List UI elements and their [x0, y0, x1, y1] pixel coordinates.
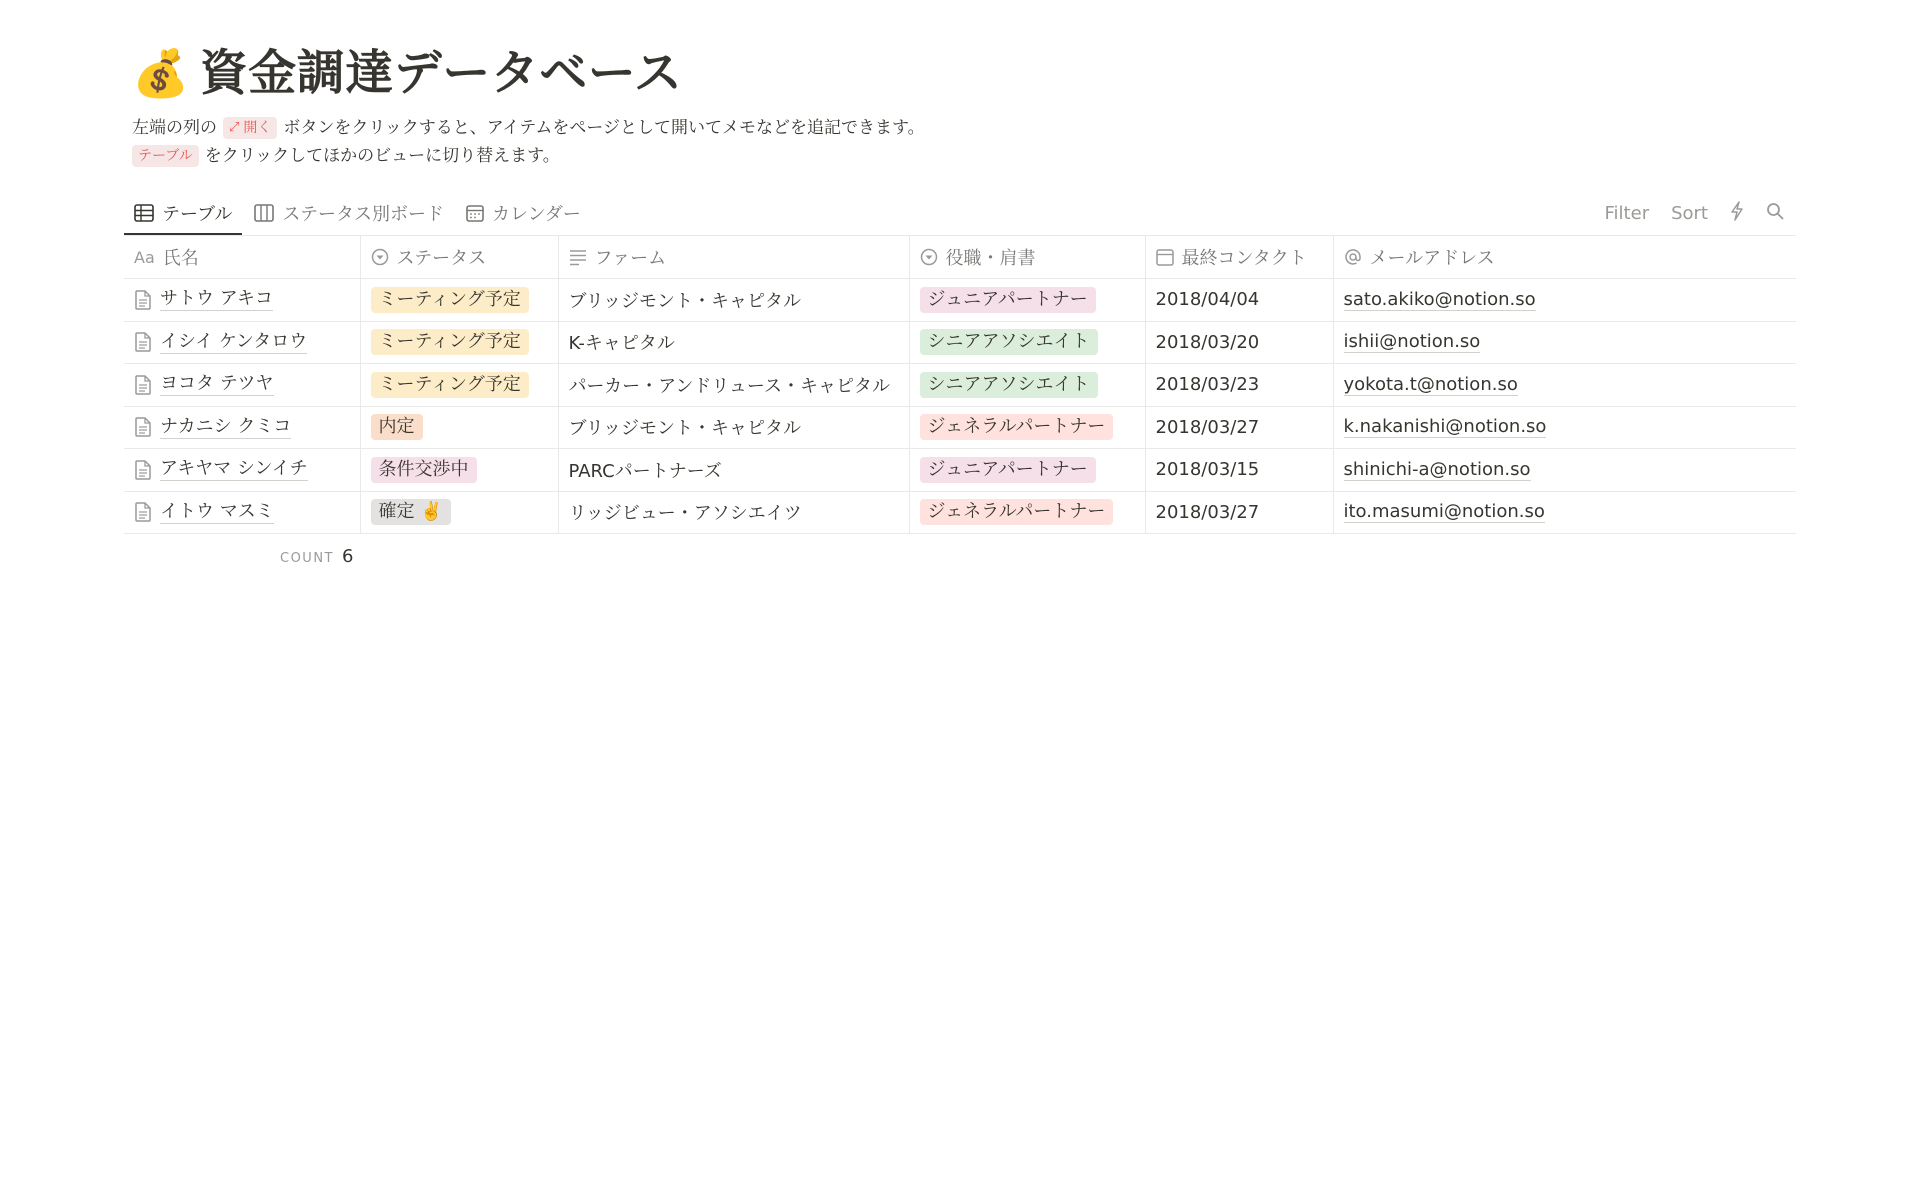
- name-cell[interactable]: [124, 321, 360, 364]
- date-cell[interactable]: 2018/03/20: [1145, 321, 1333, 364]
- role-tag: ジェネラルパートナー: [920, 414, 1114, 440]
- status-cell[interactable]: [360, 364, 558, 407]
- name-cell[interactable]: [124, 279, 360, 322]
- column-label: 氏名: [162, 248, 199, 269]
- firm-cell[interactable]: リッジビュー・アソシエイツ: [558, 491, 909, 534]
- open-chip: [223, 117, 277, 139]
- firm-cell[interactable]: PARCパートナーズ: [558, 449, 909, 492]
- database-table: [124, 236, 1796, 534]
- column-label: ファーム: [594, 248, 667, 269]
- name-text: アキヤマ シンイチ: [160, 458, 308, 480]
- status-tag: 条件交渉中: [371, 457, 477, 483]
- view-tabs: [124, 192, 593, 235]
- column-label: ステータス: [396, 248, 487, 269]
- email-link[interactable]: k.nakanishi@notion.so: [1343, 416, 1547, 438]
- role-cell[interactable]: [909, 279, 1145, 322]
- status-tag: ミーティング予定: [371, 372, 529, 398]
- date-cell[interactable]: 2018/03/15: [1145, 449, 1333, 492]
- page-icon: [134, 375, 152, 395]
- title-property-icon: Aa: [134, 247, 155, 267]
- status-cell[interactable]: [360, 449, 558, 492]
- page-title: [124, 42, 1796, 104]
- date-cell[interactable]: 2018/03/27: [1145, 406, 1333, 449]
- role-tag: ジェネラルパートナー: [920, 499, 1114, 525]
- status-cell[interactable]: [360, 406, 558, 449]
- role-cell[interactable]: [909, 449, 1145, 492]
- description-line-1: [132, 114, 1796, 142]
- name-text: イシイ ケンタロウ: [160, 330, 308, 352]
- column-header-name[interactable]: [124, 236, 360, 279]
- table-row[interactable]: [124, 279, 1796, 322]
- search-icon[interactable]: [1766, 202, 1784, 225]
- description-line-2: [132, 142, 1796, 170]
- firm-cell[interactable]: ブリッジモント・キャピタル: [558, 406, 909, 449]
- table-header-row: [124, 236, 1796, 279]
- tab-label: テーブル: [162, 203, 233, 225]
- email-link[interactable]: sato.akiko@notion.so: [1343, 288, 1536, 310]
- table-icon: [134, 204, 154, 222]
- table-chip: テーブル: [132, 145, 199, 167]
- email-cell[interactable]: [1333, 491, 1796, 534]
- table-row[interactable]: [124, 321, 1796, 364]
- column-header-firm[interactable]: [558, 236, 909, 279]
- column-label: メールアドレス: [1369, 248, 1495, 269]
- tab-table[interactable]: [124, 192, 242, 235]
- name-text: ヨコタ テツヤ: [160, 373, 274, 395]
- table-row[interactable]: [124, 364, 1796, 407]
- count-label: COUNT: [280, 551, 334, 566]
- at-icon: [1344, 248, 1362, 266]
- status-tag: 内定: [371, 414, 423, 440]
- column-label: 最終コンタクト: [1181, 248, 1307, 269]
- open-chip-label: 開く: [243, 120, 272, 136]
- role-cell[interactable]: [909, 491, 1145, 534]
- filter-button[interactable]: Filter: [1604, 203, 1650, 224]
- email-cell[interactable]: [1333, 449, 1796, 492]
- email-link[interactable]: yokota.t@notion.so: [1343, 373, 1518, 395]
- table-row[interactable]: [124, 449, 1796, 492]
- tab-label: カレンダー: [492, 203, 581, 225]
- name-text: ナカニシ クミコ: [160, 415, 292, 437]
- tab-label: ステータス別ボード: [282, 203, 445, 225]
- status-tag: ミーティング予定: [371, 287, 529, 313]
- name-text: サトウ アキコ: [160, 288, 274, 310]
- date-cell[interactable]: 2018/04/04: [1145, 279, 1333, 322]
- email-cell[interactable]: [1333, 406, 1796, 449]
- sort-button[interactable]: Sort: [1671, 203, 1708, 224]
- column-header-last-contact[interactable]: [1145, 236, 1333, 279]
- status-tag: ミーティング予定: [371, 329, 529, 355]
- role-cell[interactable]: [909, 321, 1145, 364]
- column-header-status[interactable]: [360, 236, 558, 279]
- email-cell[interactable]: [1333, 321, 1796, 364]
- view-bar: [124, 192, 1796, 236]
- name-text: イトウ マスミ: [160, 500, 274, 522]
- email-cell[interactable]: [1333, 279, 1796, 322]
- select-icon: [371, 248, 389, 266]
- name-cell[interactable]: [124, 491, 360, 534]
- role-tag: ジュニアパートナー: [920, 457, 1096, 483]
- column-header-email[interactable]: [1333, 236, 1796, 279]
- table-row[interactable]: [124, 406, 1796, 449]
- name-cell[interactable]: [124, 449, 360, 492]
- column-label: 役職・肩書: [945, 248, 1036, 269]
- automation-icon[interactable]: [1730, 201, 1744, 226]
- page-icon: [134, 502, 152, 522]
- status-cell[interactable]: [360, 491, 558, 534]
- board-icon: [254, 204, 274, 222]
- email-cell[interactable]: [1333, 364, 1796, 407]
- page-icon: [134, 332, 152, 352]
- date-icon: [1156, 248, 1174, 266]
- page-icon: [134, 417, 152, 437]
- page-title-text[interactable]: 資金調達データベース: [199, 45, 683, 101]
- table-row[interactable]: [124, 491, 1796, 534]
- firm-cell[interactable]: パーカー・アンドリュース・キャピタル: [558, 364, 909, 407]
- page-icon: [134, 460, 152, 480]
- role-cell[interactable]: [909, 364, 1145, 407]
- email-link[interactable]: ito.masumi@notion.so: [1343, 501, 1545, 523]
- page-description: [124, 114, 1796, 170]
- money-bag-icon[interactable]: 💰: [132, 46, 190, 100]
- firm-cell[interactable]: ブリッジモント・キャピタル: [558, 279, 909, 322]
- role-tag: シニアアソシエイト: [920, 329, 1098, 355]
- page-icon: [134, 290, 152, 310]
- name-cell[interactable]: [124, 406, 360, 449]
- view-tools: [1605, 201, 1796, 226]
- description-text: 左端の列の: [132, 118, 217, 138]
- expand-icon: ⤢: [229, 120, 240, 135]
- status-cell[interactable]: [360, 321, 558, 364]
- text-icon: [569, 248, 587, 266]
- table-footer-count[interactable]: [124, 546, 1796, 567]
- email-link[interactable]: ishii@notion.so: [1343, 331, 1481, 353]
- email-link[interactable]: shinichi-a@notion.so: [1343, 458, 1531, 480]
- status-tag: 確定 ✌️: [371, 499, 451, 525]
- column-header-role[interactable]: [909, 236, 1145, 279]
- select-icon: [920, 248, 938, 266]
- count-value: 6: [342, 546, 354, 567]
- date-cell[interactable]: 2018/03/23: [1145, 364, 1333, 407]
- status-cell[interactable]: [360, 279, 558, 322]
- description-text: をクリックしてほかのビューに切り替えます。: [204, 146, 560, 166]
- role-tag: ジュニアパートナー: [920, 287, 1096, 313]
- tab-calendar[interactable]: [456, 192, 591, 235]
- role-cell[interactable]: [909, 406, 1145, 449]
- name-cell[interactable]: [124, 364, 360, 407]
- page-header: [124, 0, 1796, 170]
- firm-cell[interactable]: K-キャピタル: [558, 321, 909, 364]
- calendar-icon: [466, 204, 484, 222]
- role-tag: シニアアソシエイト: [920, 372, 1098, 398]
- date-cell[interactable]: 2018/03/27: [1145, 491, 1333, 534]
- tab-status-board[interactable]: [244, 192, 454, 235]
- description-text: ボタンをクリックすると、アイテムをページとして開いてメモなどを追記できます。: [283, 118, 925, 138]
